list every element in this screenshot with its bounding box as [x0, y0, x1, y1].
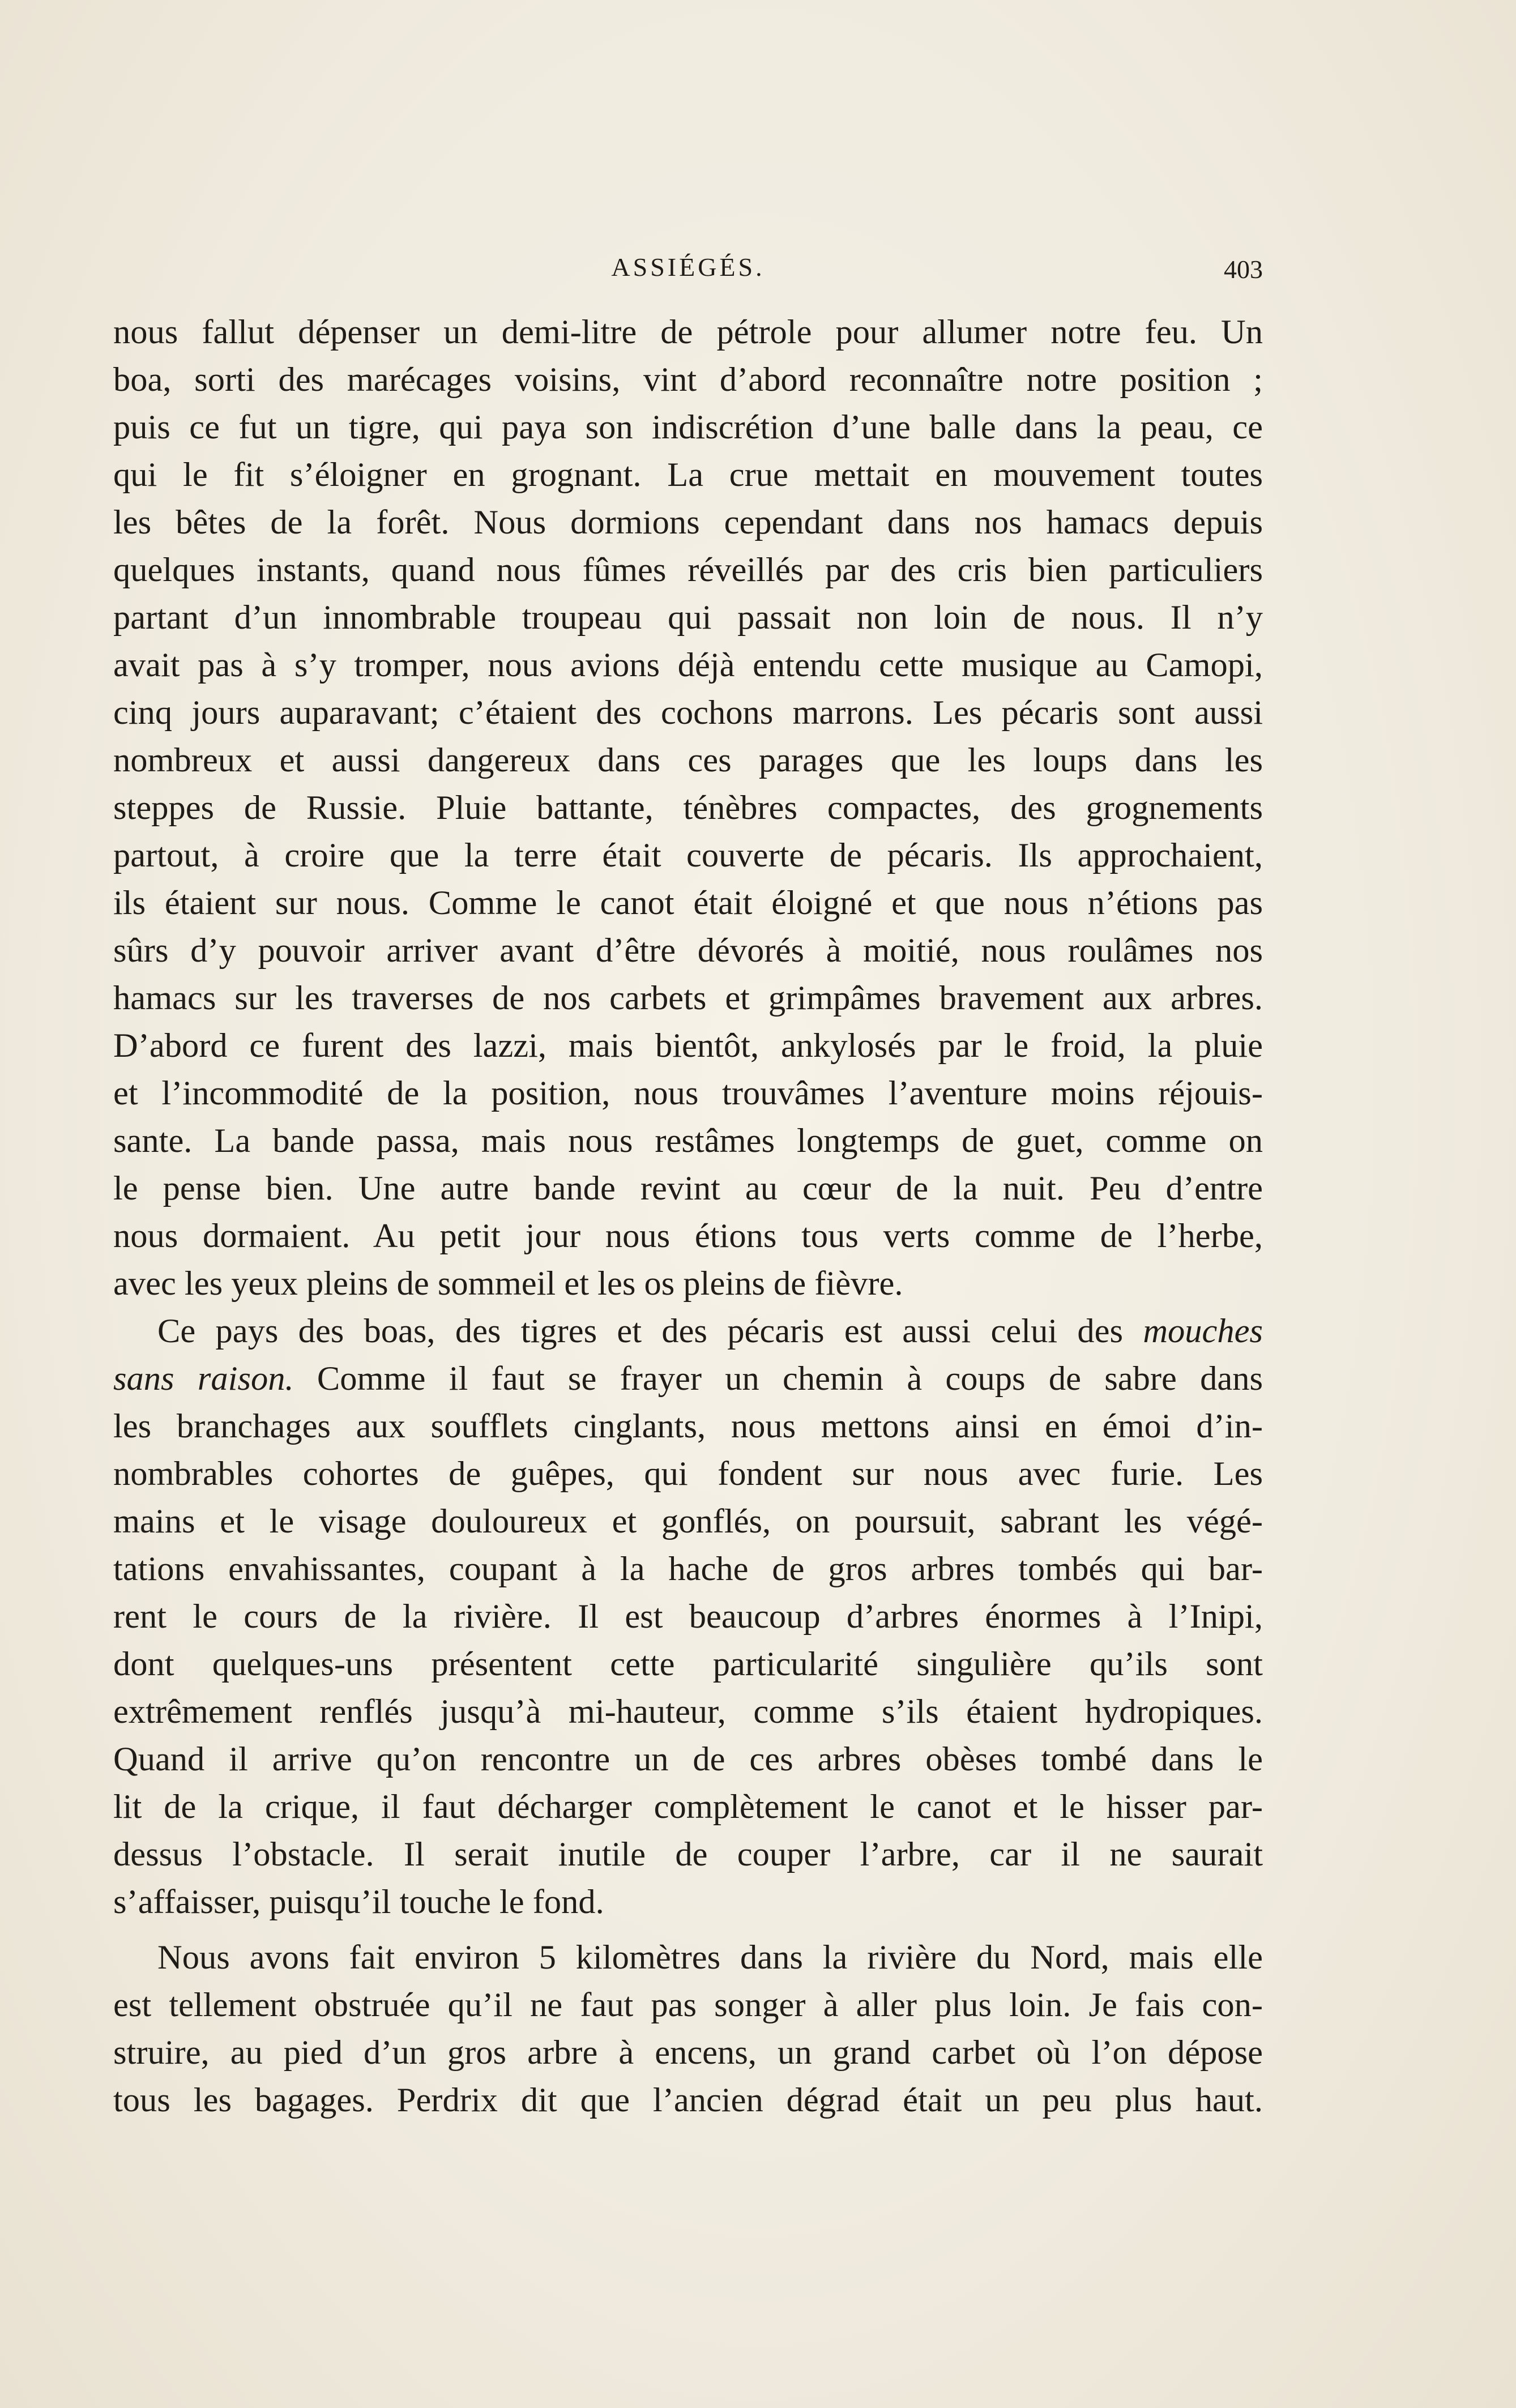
running-head — [113, 252, 1263, 292]
text-line: lit de la crique, il faut décharger complètement le canot et le hisser par- — [113, 1788, 1263, 1826]
text-segment: Comme il faut se frayer un chemin à coups de sabre dans — [317, 1360, 1263, 1398]
text-line: les bêtes de la forêt. Nous dormions cependant dans nos hamacs depuis — [113, 503, 1263, 541]
text-line: les branchages aux soufflets cinglants, nous mettons ainsi en émoi d’in- — [113, 1407, 1263, 1445]
text-line: nombreux et aussi dangereux dans ces parages que les loups dans les — [113, 741, 1263, 779]
text-line: ils étaient sur nous. Comme le canot était éloigné et que nous n’étions pas — [113, 884, 1263, 922]
text-line: sûrs d’y pouvoir arriver avant d’être dévorés à moitié, nous roulâmes nos — [113, 932, 1263, 970]
text-line: et l’incommodité de la position, nous trouvâmes l’aventure moins réjouis- — [113, 1074, 1263, 1112]
text-line: s’affaisser, puisqu’il touche le fond. — [113, 1883, 604, 1921]
text-line: avec les yeux pleins de sommeil et les os pleins de fièvre. — [113, 1265, 903, 1303]
body-text — [113, 309, 1263, 2124]
text-line: partant d’un innombrable troupeau qui passait non loin de nous. Il n’y — [113, 599, 1263, 637]
italic-term: mouches — [1143, 1312, 1263, 1350]
text-line: est tellement obstruée qu’il ne faut pas songer à aller plus loin. Je fais con- — [113, 1986, 1263, 2024]
text-line: dont quelques-uns présentent cette particularité singulière qu’ils sont — [113, 1645, 1263, 1683]
paragraph-1 — [113, 309, 1263, 1308]
text-line: tous les bagages. Perdrix dit que l’ancien dégrad était un peu plus haut. — [113, 2081, 1263, 2119]
text-line: Nous avons fait environ 5 kilomètres dans la rivière du Nord, mais elle — [157, 1939, 1263, 1976]
page-number: 403 — [1224, 255, 1263, 284]
text-line: sante. La bande passa, mais nous restâmes longtemps de guet, comme on — [113, 1122, 1263, 1160]
italic-term: sans raison. — [113, 1360, 294, 1398]
text-line: nous dormaient. Au petit jour nous étions tous verts comme de l’herbe, — [113, 1217, 1263, 1255]
text-segment: Ce pays des boas, des tigres et des pécaris est aussi celui des — [157, 1312, 1124, 1350]
text-line: le pense bien. Une autre bande revint au cœur de la nuit. Peu d’entre — [113, 1169, 1263, 1207]
text-line: rent le cours de la rivière. Il est beaucoup d’arbres énormes à l’Inipi, — [113, 1598, 1263, 1636]
text-line: dessus l’obstacle. Il serait inutile de couper l’arbre, car il ne saurait — [113, 1835, 1263, 1873]
text-line: quelques instants, quand nous fûmes réveillés par des cris bien particuliers — [113, 551, 1263, 589]
text-line: nous fallut dépenser un demi-litre de pétrole pour allumer notre feu. Un — [113, 313, 1263, 351]
running-title: ASSIÉGÉS. — [611, 253, 765, 281]
paragraph-2 — [113, 1308, 1263, 1926]
text-line: qui le fit s’éloigner en grognant. La crue mettait en mouvement toutes — [113, 456, 1263, 494]
text-line: partout, à croire que la terre était couverte de pécaris. Ils approchaient, — [113, 836, 1263, 874]
text-line: tations envahissantes, coupant à la hache de gros arbres tombés qui bar- — [113, 1550, 1263, 1588]
text-line: puis ce fut un tigre, qui paya son indiscrétion d’une balle dans la peau, ce — [113, 408, 1263, 446]
text-line: struire, au pied d’un gros arbre à encens, un grand carbet où l’on dépose — [113, 2034, 1263, 2072]
text-line: nombrables cohortes de guêpes, qui fondent sur nous avec furie. Les — [113, 1455, 1263, 1493]
text-line: D’abord ce furent des lazzi, mais bientôt, ankylosés par le froid, la pluie — [113, 1027, 1263, 1065]
text-line — [113, 1308, 1263, 1355]
text-line: extrêmement renflés jusqu’à mi-hauteur, comme s’ils étaient hydropiques. — [113, 1693, 1263, 1731]
text-line — [113, 1355, 1263, 1403]
text-line: steppes de Russie. Pluie battante, ténèbres compactes, des grognements — [113, 789, 1263, 827]
text-line: Quand il arrive qu’on rencontre un de ces arbres obèses tombé dans le — [113, 1740, 1263, 1778]
text-line: boa, sorti des marécages voisins, vint d’abord reconnaître notre position ; — [113, 361, 1263, 399]
paragraph-gap — [113, 1926, 1263, 1934]
paragraph-3 — [113, 1934, 1263, 2124]
text-line: cinq jours auparavant; c’étaient des cochons marrons. Les pécaris sont aussi — [113, 694, 1263, 732]
text-line: mains et le visage douloureux et gonflés, on poursuit, sabrant les végé- — [113, 1502, 1263, 1540]
text-line: hamacs sur les traverses de nos carbets et grimpâmes bravement aux arbres. — [113, 979, 1263, 1017]
text-line: avait pas à s’y tromper, nous avions déjà entendu cette musique au Camopi, — [113, 646, 1263, 684]
